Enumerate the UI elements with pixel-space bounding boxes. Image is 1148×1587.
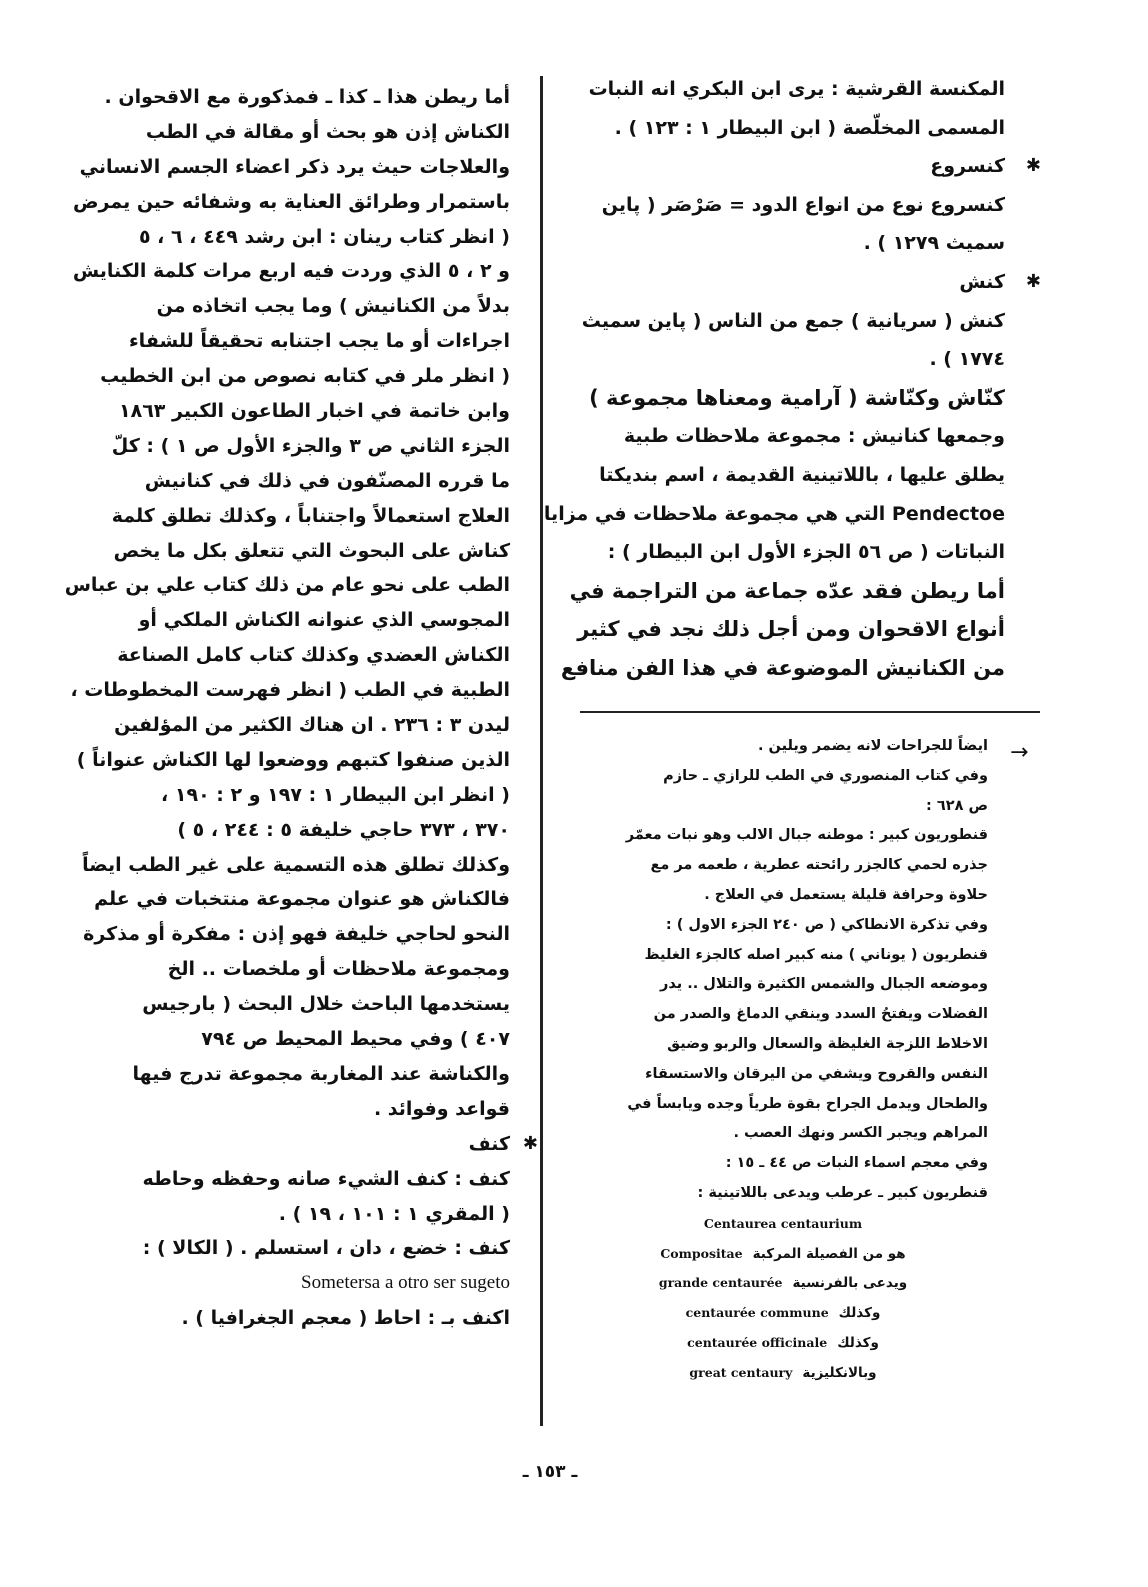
text-line (585, 456, 1005, 495)
text-line (585, 340, 1005, 379)
entry-headword (78, 1127, 538, 1162)
text-line (585, 186, 1005, 225)
footnote-text: قنطريون ( يوناني ) منه كبير اصله كالجزء الغليظ (644, 946, 988, 963)
line-text: ( انظر كتاب رينان : ابن رشد ٤٤٩ ، ٦ ، ٥ (138, 225, 510, 248)
left-column (64, 80, 538, 1336)
footnote-text: وفي معجم اسماء النبات ص ٤٤ ـ ١٥ : (725, 1155, 988, 1172)
footnote-text: الاخلاط اللزجة الغليظة والسعال والربو وضيق (667, 1035, 988, 1052)
footnote-line (578, 1149, 988, 1179)
text-line (78, 708, 510, 743)
line-text: الجزء الثاني ص ٣ والجزء الأول ص ١ ) : كلّ (111, 434, 510, 457)
footnote-text: وكذلك (837, 1334, 879, 1351)
line-text: المسمى المخلّصة ( ابن البيطار ١ : ١٢٣ ) . (614, 116, 1005, 139)
text-line (577, 610, 1005, 649)
footnote-line (578, 821, 988, 851)
footnote-text: ص ٦٢٨ : (926, 797, 988, 814)
line-text: والعلاجات حيث يرد ذكر اعضاء الجسم الانساني (79, 155, 510, 178)
text-line (78, 882, 510, 917)
line-text: كنف : خضع ، دان ، استسلم . ( الكالا ) : (142, 1237, 510, 1260)
text-line (78, 603, 510, 638)
text-line (585, 533, 1005, 572)
footnote-text: وموضعه الجبال والشمس الكثيرة والتلال .. يدر (660, 976, 988, 993)
text-line (78, 917, 510, 952)
line-text: وكذلك تطلق هذه التسمية على غير الطب ايضاً (82, 853, 510, 876)
asterisk-icon: ✱ (522, 1132, 538, 1154)
footnote-text: ايضاً للجراحات لانه يضمر ويلين . (757, 738, 988, 754)
text-line (560, 649, 1005, 688)
asterisk-icon: ✱ (1025, 270, 1041, 292)
line-text: كنسروع نوع من انواع الدود = صَرْصَر ( پاين (601, 193, 1005, 216)
footnote-line (578, 1239, 988, 1269)
footnote-text: قنطريون كبير ـ عرطب ويدعى باللاتينية : (697, 1184, 988, 1201)
footnote-line (578, 1030, 988, 1060)
text-line (78, 778, 510, 813)
line-text: يستخدمها الباحث خلال البحث ( بارجيس (142, 993, 510, 1016)
entry-headword (585, 263, 1041, 302)
footnote-latin-term: great centaury (689, 1364, 793, 1380)
footnote-line (578, 1268, 988, 1298)
line-text: ١٧٧٤ ) . (929, 348, 1005, 371)
footnote-line (578, 1328, 988, 1358)
text-line (585, 70, 1005, 109)
line-text: النباتات ( ص ٥٦ الجزء الأول ابن البيطار ) : (607, 541, 1005, 564)
footnote-latin-term: centaurée commune (685, 1305, 829, 1321)
line-text: الكناش العضدي وكذلك كتاب كامل الصناعة (117, 644, 510, 667)
text-line (78, 429, 510, 464)
line-text: الطبية في الطب ( انظر فهرست المخطوطات ، (70, 679, 510, 702)
line-text: أما ريطن فقد عدّه جماعة من التراجمة في (569, 578, 1005, 603)
footnote-line (578, 911, 988, 941)
text-line (569, 572, 1005, 611)
asterisk-icon: ✱ (1025, 155, 1041, 177)
footnote-text: وكذلك (838, 1305, 881, 1322)
text-line (72, 185, 510, 220)
footnote-line (578, 1090, 988, 1120)
line-text: أما ريطن هذا ـ كذا ـ فمذكورة مع الاقحوان . (104, 86, 510, 108)
line-text: ومجموعة ملاحظات أو ملخصات .. الخ (167, 958, 510, 981)
text-line (78, 1092, 510, 1127)
text-line (585, 417, 1005, 456)
footnote-latin-term: grande centaurée (658, 1275, 783, 1291)
footnote-text: قنطوريون كبير : موطنه جبال الالب وهو نبات معمّر (625, 827, 988, 844)
line-text: كنسروع (930, 155, 1005, 178)
text-line (581, 302, 1005, 341)
text-line (78, 1162, 510, 1197)
line-text: المجوسي الذي عنوانه الكناش الملكي أو (138, 609, 510, 632)
footnote-line (578, 1209, 988, 1239)
line-text: اجراءات أو ما يجب اجتنابه تحقيقاً للشفاء (128, 330, 510, 353)
text-line (78, 1231, 510, 1266)
line-text: كنّاش وكنّاشة ( آرامية ومعناها مجموعة ) (589, 385, 1005, 410)
footnote-line (578, 941, 988, 971)
text-line (78, 394, 510, 429)
text-line (72, 254, 510, 289)
text-line (78, 1057, 510, 1092)
footnote-line (578, 732, 988, 762)
footnote-text: جذره لحمي كالجزر رائحته عطرية ، طعمه مر مع (650, 857, 988, 874)
footnote-line (578, 970, 988, 1000)
text-line (78, 289, 510, 324)
line-text: كنف (468, 1132, 510, 1155)
line-text: أنواع الاقحوان ومن أجل ذلك نجد في كثير (577, 617, 1005, 642)
footnote-text: المراهم ويجبر الكسر ونهك العصب . (733, 1125, 988, 1142)
footnote-line (578, 1119, 988, 1149)
line-text: Pendectoe التي هي مجموعة ملاحظات في مزايا (543, 502, 1005, 525)
line-text: الكناش إذن هو بحث أو مقالة في الطب (145, 120, 510, 143)
footnote-line (578, 762, 988, 792)
line-text: ليدن ٣ : ٢٣٦ . ان هناك الكثير من المؤلفين (114, 714, 510, 737)
text-line (78, 848, 510, 883)
footnote-line (578, 851, 988, 881)
footnote-rule (580, 711, 1040, 713)
footnote-text: هو من الفصيلة المركبة (752, 1245, 906, 1262)
line-text: الذين صنفوا كتبهم ووضعوا لها الكناش عنواناً ) (76, 748, 510, 771)
text-line (78, 638, 510, 673)
entry-headword (585, 147, 1041, 186)
footnote-text: النفس والقروح ويشفي من اليرقان والاستسقاء (645, 1065, 988, 1082)
text-line (78, 1301, 510, 1336)
footnote-line (578, 792, 988, 822)
text-line (78, 359, 510, 394)
line-text: كناش على البحوث التي تتعلق بكل ما يخص (113, 539, 510, 562)
continuation-arrow-icon: → (1010, 740, 1029, 765)
line-text: فالكناش هو عنوان مجموعة منتخبات في علم (94, 888, 510, 911)
text-line (70, 673, 510, 708)
footnote-line (578, 881, 988, 911)
line-text: سميث ١٢٧٩ ) . (863, 232, 1005, 255)
footnote-line (578, 1298, 988, 1328)
footnote-text: والطحال ويدمل الجراح بقوة طرياً وجده ويابساً في (627, 1095, 988, 1112)
line-text: كنش (959, 270, 1005, 293)
text-line (585, 224, 1005, 263)
column-divider (540, 76, 543, 1426)
text-line (585, 379, 1005, 418)
text-line (78, 987, 510, 1022)
text-line (78, 743, 510, 778)
line-text: والكناشة عند المغاربة مجموعة تدرج فيها (132, 1062, 510, 1085)
text-line (78, 464, 510, 499)
footnote-block (578, 732, 988, 1388)
line-text: وجمعها كنانيش : مجموعة ملاحظات طبية (623, 425, 1005, 448)
footnote-latin-term: centaurée officinale (687, 1334, 828, 1350)
footnote-text: وبالانكليزية (802, 1364, 877, 1381)
text-line (78, 115, 510, 150)
line-text: كنش ( سريانية ) جمع من الناس ( پاين سميث (581, 309, 1005, 332)
text-line (78, 1197, 510, 1232)
line-text: ما قرره المصنّفون في ذلك في كنانيش (144, 469, 510, 492)
line-text: ٣٧٠ ، ٣٧٣ حاجي خليفة ٥ : ٢٤٤ ، ٥ ) (177, 818, 510, 841)
footnote-line (578, 1358, 988, 1388)
line-text: باستمرار وطرائق العناية به وشفائه حين يمرض (72, 190, 510, 213)
line-text: ٤٠٧ ) وفي محيط المحيط ص ٧٩٤ (201, 1028, 510, 1051)
line-text: وابن خاتمة في اخبار الطاعون الكبير ١٨٦٣ (119, 400, 510, 423)
line-text: ( المقري ١ : ١٠١ ، ١٩ ) . (278, 1202, 510, 1225)
footnote-line (578, 1060, 988, 1090)
line-text: بدلاً من الكنانيش ) وما يجب اتخاذه من (156, 295, 510, 318)
footnote-text: حلاوة وحرافة قليلة يستعمل في العلاج . (704, 886, 988, 903)
line-text: ( انظر ملر في كتابه نصوص من ابن الخطيب (100, 365, 510, 388)
line-text: و ٢ ، ٥ الذي وردت فيه اربع مرات كلمة الكنايش (72, 260, 510, 283)
text-line (78, 1022, 510, 1057)
line-text: قواعد وفوائد . (373, 1097, 510, 1120)
page-number: ـ ١٥٣ ـ (522, 1462, 578, 1482)
footnote-line (578, 1000, 988, 1030)
footnote-line (578, 1179, 988, 1209)
line-text: اكنف بـ : احاط ( معجم الجغرافيا ) . (181, 1307, 510, 1330)
text-line (78, 534, 510, 569)
line-text: الطب على نحو عام من ذلك كتاب علي بن عباس (64, 574, 510, 597)
text-line (78, 80, 510, 115)
line-text: المكنسة القرشية : يرى ابن البكري انه النبات (588, 78, 1005, 100)
line-text: كنف : كنف الشيء صانه وحفظه وحاطه (142, 1167, 510, 1190)
text-line (78, 324, 510, 359)
footnote-text: وفي تذكرة الانطاكي ( ص ٢٤٠ الجزء الاول ) : (665, 916, 988, 933)
text-line (78, 220, 510, 255)
text-line (78, 499, 510, 534)
footnote-latin-term: Compositae (660, 1245, 743, 1261)
line-text: Sometersa a otro ser sugeto (301, 1272, 510, 1294)
line-text: يطلق عليها ، باللاتينية القديمة ، اسم بنديكتا (599, 463, 1005, 486)
right-column (543, 70, 1041, 688)
text-line (78, 150, 510, 185)
footnote-text: Centaurea centaurium (703, 1215, 863, 1231)
footnote-text: ويدعى بالفرنسية (792, 1275, 908, 1292)
text-line (543, 495, 1005, 534)
line-text: النحو لحاجي خليفة فهو إذن : مفكرة أو مذكرة (83, 923, 510, 946)
footnote-text: الفضلات ويفتحُ السدد وينقي الدماغ والصدر من (653, 1006, 988, 1023)
text-line (78, 1266, 510, 1301)
line-text: من الكنانيش الموضوعة في هذا الفن منافع (560, 655, 1005, 680)
text-line (78, 813, 510, 848)
text-line (64, 568, 510, 603)
line-text: ( انظر ابن البيطار ١ : ١٩٧ و ٢ : ١٩٠ ، (161, 783, 510, 806)
line-text: العلاج استعمالاً واجتناباً ، وكذلك تطلق كلمة (111, 504, 510, 527)
footnote-text: وفي كتاب المنصوري في الطب للرازي ـ حازم (663, 767, 988, 784)
text-line (585, 109, 1005, 148)
text-line (78, 952, 510, 987)
